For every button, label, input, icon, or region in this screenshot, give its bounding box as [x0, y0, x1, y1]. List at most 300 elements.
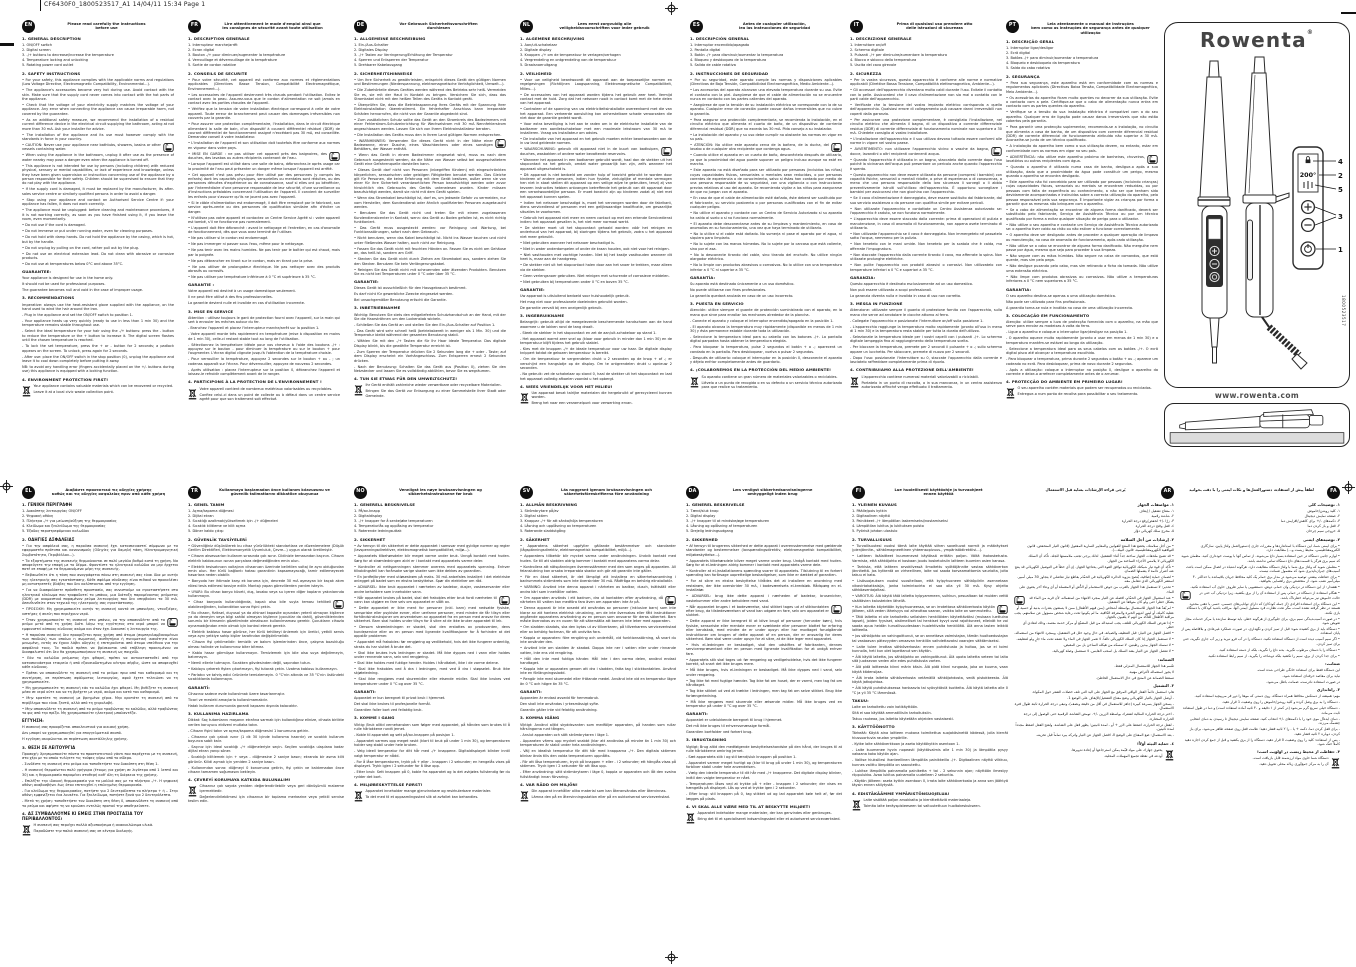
section-title: 1. DESCRIPTION GENERALE: [188, 36, 250, 41]
language-column-fa: [1180, 486, 1340, 958]
section-paragraph: 3. Bouton -/+ pour diminuer/augmenter la température: [188, 53, 286, 58]
column-heading-line: les consignes de sécurité avant toute utilisation: [222, 26, 323, 31]
column-heading: [205, 20, 340, 31]
section-paragraph: • Non staccate l'apparecchio dalla corrente tirando il cavo, ma afferrate la spina. Non utilizzate prolunghe elettriche.: [850, 252, 1002, 262]
column-header: [22, 486, 178, 499]
crop-mark-left-bar: [0, 43, 14, 46]
section-title: 1. GENERELL BESKRIVELSE: [354, 502, 416, 507]
section-paragraph: • Parlatıcı ve tahriş edici ürünlerle temizlemeyin. 0 °C'nin altında ve 35 °C'nin üstündeki sıcaklıklarda kullanmayın.: [188, 673, 344, 682]
section-body: [188, 316, 340, 377]
section-body: [520, 78, 672, 284]
section-paragraph: • لا تمسك الجهاز بيدين رطبتين. لا تمسكه من هيكله الساخن بل من المقبض.: [1062, 643, 1174, 648]
section-paragraph: • Ne pas tenir avec les mains humides. Ne pas tenir par le boîtier qui est chaud, mais par la poignée.: [188, 248, 340, 257]
section-paragraph: Η συσκευή σας περιέχει πολλά αξιοποιήσιμα ή ανακυκλώσιμα υλικά.: [33, 823, 154, 828]
section-paragraph: Non può essere utilizzato a scopi professionali.: [850, 287, 933, 292]
section-paragraph: 4. Sperren und Entsperren der Temperatur: [354, 58, 429, 63]
section-paragraph: • Do not use if the cord is damaged.: [22, 223, 86, 228]
section-paragraph: - För att låsa temperaturen, tryck på knappen + eller - i 2 sekunder; ett hänglås visas på skärmen. Tryck igen i 2 sekunder för att låsa upp.: [520, 759, 676, 769]
section-title: 1. ALGEMENE BESCHRIJVING: [520, 36, 585, 41]
section-paragraph: Questo apparecchio è destinato esclusivamente ad un uso domestico.: [850, 281, 973, 286]
column-heading-line: Kullanmaya başlamadan önce kullanım kılavuzunu ve: [219, 487, 330, 492]
section-paragraph: 4. Temperature locking and unlocking: [22, 58, 88, 63]
section-title: 2. GÜVENLİK TAVSİYELERİ: [188, 536, 247, 542]
section-paragraph: Your appliance contains valuable materials which can be recovered or recycled.: [33, 383, 174, 388]
section-title: 1. DESCRIPCIÓN GENERAL: [690, 36, 750, 41]
section-paragraph: - Sıcaklığı kilitlemek için + veya - düğmesine 2 saniye basın; ekranda bir asma kilit görünür. Kilidi açmak için yeniden 2 saniye basın.: [188, 755, 344, 764]
section-body: [1180, 756, 1340, 766]
section-paragraph: 3. -/+ knapper til at mindske/øge temperaturen: [686, 519, 770, 524]
column-heading-line: Lees eerst zorgvuldig alle: [577, 21, 632, 26]
section-paragraph: • Das Gerät muss ausgesteckt werden: vor Reinigung und Wartung, bei Funktionsstörungen, sofort nach dem Gebrauch.: [354, 225, 506, 235]
svg-text:1: 1: [1338, 246, 1343, 254]
section-paragraph: Portatelo in un punto di raccolta, o in sua mancanza, in un centro assistenza autorizzato affinché venga effettuato il trattamento.: [861, 380, 1002, 389]
section-paragraph: ٣- زرّا -/+ لخفض/رفع درجة الحرارة: [1121, 519, 1174, 524]
weee-bin-icon: [1006, 387, 1015, 399]
section-paragraph: • De stekker moet uit het stopcontact gehaald worden: vóór het reinigen en onderhoud van het apparaat, bij storingen tijdens het gebruik, zodra u het apparaat niet meer gebruikt.: [520, 225, 672, 239]
column-header: [1014, 486, 1174, 499]
section-paragraph: ۱- کلید روشن/خاموش: [1307, 509, 1340, 514]
language-column-it: [850, 20, 1002, 470]
section-paragraph: • Asegúrese de que la tensión de su instalación eléctrica se corresponde con la de su aparato. Cualquier error de conexión puede causar daños irreversibles que no cubre la garantía.: [690, 103, 842, 116]
section-title: ۲. توصیه‌های ایمنی: [1303, 536, 1340, 542]
section-paragraph: • Elektrik kablosu hasar görürse, her türlü tehlikeyi önlemek için üretici, yetkili servis veya aynı yetkiye sahip kişiler tarafından değiştirilmelidir.: [188, 629, 344, 639]
section-paragraph: • Para asegurar una protección complementaria, se recomienda la instalación, en el circuito eléctrico que alimenta el cuarto de baño, de un dispositivo de corriente diferencial residual (DDR) que no exceda los 30 mA. Pida consejo a su instalador.: [690, 117, 842, 131]
section-paragraph: • Apparatens tillbehör blir mycket varma under användningen. Undvik kontakt med huden. Se till att sladden aldrig kommer i kontakt med apparatens varma delar.: [520, 554, 676, 563]
column-heading-line: durchlesen: [427, 26, 450, 31]
section-title: 3. COLOCAÇÃO EM FUNCIONAMENTO: [1006, 312, 1090, 318]
section-paragraph: 4. Vergrendeling en ontgrendeling van de temperatuur: [520, 58, 617, 63]
section-paragraph: A garantia torna-se nula e inválida no caso de uma utilização incorrecta.: [1006, 305, 1134, 310]
section-paragraph: • لم يُعدّ هذا الجهاز للاستعمال بواسطة أشخاص (بمن فيهم الأطفال) ممن لا يتمتعون بقدرات بدنية أو حسية أو عقلية كاملة، أو ليس لديهم الخبرة والمعرفة الكافية، ما لم يكونوا تحت رعاية شخص مسؤول عن سلامتهم. يجب مراقبة الأطفال للتأكد من أنهم لا يلعبون بالجهاز.: [1014, 606, 1174, 620]
section-paragraph: Δεν μπορεί να χρησιμοποιηθεί για επαγγελματικό σκοπό.: [22, 731, 122, 736]
section-paragraph: 1. På/av-knapp: [354, 509, 380, 514]
section-paragraph: Votre appareil contient de nombreux matériaux valorisables ou recyclables.: [199, 386, 333, 391]
section-paragraph: • Skal ikke holdes med fuktige hender. Holdes i håndtaket, ikke i de varme delene.: [354, 661, 500, 666]
section-paragraph: 3. -/+ buttons to decrease/increase the temperature: [22, 53, 114, 58]
section-paragraph: • MISE EN GARDE : ne pas utiliser cet appareil près des baignoires, des douches, des lavabos ou autres récipients contenant de l'eau.: [188, 152, 340, 161]
bath-warning-icon: [329, 152, 340, 161]
section-paragraph: • Nemli ellerle tutmayın. Sıcakken gövdesinden değil, sapından tutun.: [188, 661, 311, 666]
section-paragraph: It should not be used for professional purposes.: [22, 282, 106, 287]
section-paragraph: 5. Roterende ledningsuttak: [354, 529, 402, 534]
section-paragraph: 3. Sıcaklığı azaltmak/yükseltmek için -/+ düğmeleri: [188, 519, 279, 524]
section-paragraph: - Seleccione a temperatura ideal para os seus cabelos com os botões -/+. O ecrã digital pisca até alcançar a temperatura escolhida.: [1006, 346, 1158, 356]
weee-bin-icon: [1331, 757, 1340, 769]
section-paragraph: - Velg ideell temperatur for ditt hår med -/+ knappene. Digitaldisplayet blinker inntil valgt temperatur er nådd.: [354, 749, 510, 758]
section-body: [188, 387, 340, 402]
section-paragraph: • ADVARSEL: brug ikke dette apparat i nærheden af badekar, brusenicher, vaskekummer eller andre beholdere med vand.: [686, 594, 842, 603]
section-paragraph: Değerlendirilebilmesi için cihazınızı bir toplama merkezine veya yetkili servise teslim edin.: [188, 794, 344, 804]
language-badge: FA: [1327, 486, 1340, 499]
section-body: [520, 723, 676, 779]
section-paragraph: - Zum Sperren der Temperatur drücken Sie 2 Sekunden lang die + oder - Taste; auf dem Display erscheint ein Vorhängeschloss. Zum Entsperren erneut 2 Sekunden drücken.: [354, 349, 506, 363]
section-body: [354, 313, 506, 374]
section-paragraph: Dikkat: Saç tutamlarını maşanın etrafına sarmak için kullandığınız elinize, cihazla birlikte verilen koruyucu eldiveni mutlaka takın.: [188, 718, 344, 727]
section-paragraph: - Efter användning: sätt strömbrytaren i läge 0, koppla ur apparaten och låt den svalna fullständigt innan förvaring.: [520, 770, 676, 779]
section-paragraph: • قد تصبح ملحقات الجهاز ساخنة جداً أثناء التشغيل، لذلك يرجى تجنب ملامستها للجلد. تأكد أن السلك الكهربائي لا يلامس الأجزاء الساخنة من الجهاز.: [1028, 554, 1174, 563]
section-paragraph: Det skal ikke brukes til profesjonelle formål.: [354, 702, 431, 707]
section-paragraph: • Non tenetelo con le mani umide. Non tenetelo per la scatola che è calda, ma afferrate l'impugnatura.: [850, 242, 1002, 251]
section-paragraph: Laite sisältää paljon arvokkaita ja kierrätettäviä materiaaleja.: [863, 797, 972, 802]
section-paragraph: Det må ikke bruges til erhvervsmæssige formål.: [686, 724, 771, 729]
section-paragraph: • Apparatet må frakobles: før rengjøring og vedlikehold, hvis det ikke fungerer ordentlig, straks du har sluttet å bruke det.: [354, 640, 510, 649]
section-title: GARANTI:: [520, 689, 542, 695]
section-paragraph: • Este aparelho não foi concebido para ser utilizado por pessoas (incluindo crianças) cujas capacidades físicas, sensoriais ou mentais se encontram reduzidas, ou por pessoas com falta de experiência ou conhecimento, a não ser que tenham sido devidamente acompanhadas e instruídas sobre a correcta utilização do aparelho, pela pessoa responsável pela sua segurança. É importante vigiar as crianças por forma a garantir que as mesmas não brinquem com o aparelho.: [1006, 180, 1158, 207]
section-paragraph: - After use: place the ON/OFF switch in the stop position (0), unplug the appliance and leave it to cool down completely before putting it away.: [22, 354, 174, 363]
bath-warning-icon: [1147, 155, 1158, 164]
section-paragraph: Ihr Gerät enthält zahlreiche wieder verwertbare oder recycelbare Materialien.: [365, 383, 502, 388]
section-paragraph: Viktigt: Använd alltid skyddsvanten som medföljer apparaten, på handen som rullar hårslingorna runt tången.: [520, 722, 676, 731]
section-paragraph: - اختر درجة الحرارة المثالية لشعرك بواسطة الزرين -/+. تومض الشاشة الرقمية حتى الوصول إلى درجة الحرارة المختارة.: [1023, 712, 1174, 721]
column-heading: [707, 20, 842, 31]
section-paragraph: 1. Interruptor encendido/apagado: [690, 43, 750, 48]
section-paragraph: • Av hensyn til din sikkerhet er dette apparatet i samsvar med gyldige normer og regler (lavspenningsdirektiver, elektromagnetisk kompatibilitet, miljø...).: [354, 543, 510, 553]
section-paragraph: • لوازم جانبی دستگاه در حین استفاده بسیار داغ می‌شوند. از تماس آنها با پوست خودداری کنید. مطمئن شوید که سیم برق هرگز با قسمت‌های داغ دستگاه تماس نداشته باشد.: [1181, 554, 1340, 563]
section-paragraph: • Om sladden skadats, ska den bytas ut av tillverkaren, på tillverkarens serviceverkstad eller av behörig fackman, för att undvika fara.: [520, 625, 676, 634]
section-paragraph: 2. Ψηφιακή οθόνη: [22, 514, 54, 519]
section-paragraph: • No lo sujete con las manos húmedas. No lo sujete por la carcasa que está caliente, sino por el asa.: [690, 242, 842, 251]
section-paragraph: Παραδώστε την παλιά συσκευή σας σε κέντρο διαλογής.: [33, 829, 134, 834]
section-paragraph: • Vérifiez que la tension de votre installation électrique correspond à celle de votre appareil. Toute erreur de branchement peut causer des dommages irréversibles non couverts par la garantie.: [188, 107, 340, 121]
section-paragraph: • این دستگاه برای استفاده افرادی (از جمله کودکان) که دارای توانایی‌های جسمی، حسی یا ذهنی محدود هستند در نظر گرفته نشده است، مگر تحت نظارت فرد مسئول ایمنی آنها. مراقب باشید کودکان با دستگاه بازی نکنند.: [1186, 601, 1340, 615]
section-paragraph: • Este aparato no está diseñado para ser utilizado por personas (incluidos los niños) cuyas capacidades físicas, sensoriales o mentales sean reducidas, o por personas carentes de experiencia o de conocimiento, salvo si éstas han contado por medio de una persona responsable de su seguridad, con una vigilancia o con instrucciones previas relativas al uso del aparato. Se recomienda vigilar a los niños para asegurarse de que no juegan con el aparato.: [690, 168, 842, 195]
section-title: GARANZIA:: [850, 274, 876, 280]
column-heading-line: Please read carefully the instructions: [67, 21, 146, 26]
section-paragraph: • Fassen Sie das Gerät nicht mit feuchten Händen an. Fassen Sie es nicht am Gehäuse an, das heiß ist, sondern am Griff.: [354, 246, 506, 256]
language-badge: IT: [850, 20, 863, 33]
language-column-es: [690, 20, 842, 470]
section-paragraph: Apparatet er kun beregnet til privat bruk i hjemmet.: [354, 696, 446, 701]
section-paragraph: • برای ایمنی شما، این دستگاه با استانداردها و مقررات جاری (دستورالعمل ولتاژ پایین، سازگاری الکترومغناطیسی، محیط زیست و...) مطابقت دارد.: [1200, 543, 1340, 553]
column-heading-line: Læs venligst sikkerhedsanvisningerne: [732, 487, 813, 492]
section-paragraph: • Για την ασφάλειά σας, η παρούσα συσκευή έχει κατασκευαστεί σύμφωνα με τα εφαρμοστέα πρότυπα και κανονισμούς (Οδηγίες για Χαμηλή τάση, Ηλεκτρομαγνητική Συμβατότητα, Περιβάλλον...).: [22, 543, 178, 557]
section-paragraph: Bei unsachgemäßer Benutzung erlischt die Garantie.: [354, 298, 447, 303]
section-paragraph: • Denna apparat är inte avsedd att användas av personer (inklusive barn) som inte klarar av att hantera elektrisk utrustning, om de inte övervakas eller fått instruktioner angående apparatens användning av en person som ansvarar för deras säkerhet. Barn måste övervakas av en vuxen för att säkerställa att barnen inte leker med apparaten.: [520, 606, 676, 624]
section-paragraph: Laite on tarkoitettu vain kotikäyttöön.: [852, 705, 919, 710]
section-title: 4. ΑΣ ΣΥΜΒΑΛΛΟΥΜΕ ΚΙ ΕΜΕΙΣ ΣΤΗΝ ΠΡΟΣΤΑΣΙΑ ΤΟΥ ΠΕΡΙΒΑΛΛΟΝΤΟΣ!: [22, 811, 144, 821]
section-paragraph: • If the supply cord is damaged, it must be replaced by the manufacturer, its after-sales service centre or similarly qualified persons in order to avoid a danger.: [22, 187, 174, 196]
section-body: [1006, 81, 1158, 284]
column-heading: [869, 486, 1008, 497]
section-paragraph: • Não segure com as mãos húmidas. Não segure na caixa de comandos, que está quente, mas sim pela pega.: [1006, 254, 1158, 263]
section-paragraph: 1. Päälle/pois kytkin: [852, 509, 887, 514]
section-title: ۳. راه‌اندازی: [1316, 687, 1340, 693]
section-paragraph: آن را به مرکز جمع‌آوری زباله محلی تحویل دهید.: [1259, 762, 1329, 767]
section-paragraph: • Não utilize se o cabo se encontrar de alguma forma danificado. Não mergulhe nem passe por água, mesmo que seja para proceder à sua limpeza.: [1006, 243, 1158, 253]
section-paragraph: • Apparatens säkerhet uppfyller gällande bestämmelser och standarder (lågspänningsdirektiv, elektromagnetisk kompatibilitet, miljö...).: [520, 543, 676, 553]
section-title: TAKUU:: [852, 697, 869, 703]
section-paragraph: • Reinigen Sie das Gerät nicht mit scheuernden oder ätzenden Produkten. Benutzen Sie es nicht bei Temperaturen unter 0 °C oder über 35 °C.: [354, 267, 506, 276]
section-title: GUARANTEE:: [22, 269, 52, 275]
column-heading-line: before use: [95, 26, 118, 31]
section-paragraph: • Dersom strømledningen er skadet, skal den erstattes av produsenten, dens kundeservice eller av en person med lignende kvalifikasjoner for å forhindre at det oppstår problemer.: [354, 625, 510, 639]
section-paragraph: • Τα εξαρτήματα της συσκευής θερμαίνονται σε πολύ μεγάλο βαθμό κατά τη χρήση. Να αποφεύγετε την επαφή με το δέρμα. Φροντίστε το ηλεκτρικό καλώδιο να μην έρχεται ποτέ σε επαφή με τα θερμαινόμενα μέρη της συσκευής.: [22, 558, 178, 572]
section-paragraph: • هنگام استفاده از دستگاه در حمام، پس از استفاده آن را از برق بکشید، زیرا نزدیکی آب حتی در حالت خاموش نیز می‌تواند خطرناک باشد.: [1180, 591, 1340, 600]
section-title: 3. INGEBRUIKNAME: [520, 313, 565, 319]
section-paragraph: 2. Digital screen: [22, 48, 51, 53]
section-body: [1014, 544, 1174, 654]
section-title: GARANTIE:: [520, 286, 545, 292]
section-paragraph: 2. Ecran digital: [188, 48, 215, 53]
section-body: [520, 391, 672, 406]
section-title: 4. VI SKAL ALLE VÆRE MED TIL AT BESKYTTE MILJØET!: [686, 803, 811, 809]
section-paragraph: • Per la vostra sicurezza, questo apparecchio è conforme alle norme e normative applicabili (Direttive Bassa Tensione, Compatibilità elettromagnetica, Ambiente...).: [850, 77, 1002, 87]
section-paragraph: • La instalación del aparato y su uso debe cumplir no obstante las normas en vigor en su país.: [690, 132, 842, 142]
language-column-ar: [1014, 486, 1174, 958]
section-paragraph: • The appliance must be unplugged: before cleaning and maintenance procedures, if it is not working correctly, as soon as you have finished using it, if you leave the room, even momentarily.: [22, 208, 174, 222]
section-paragraph: • برای جدا کردن از برق، سیم را نکشید بلکه دوشاخه را بگیرید. از سیم رابط استفاده نکنید.: [1207, 653, 1340, 658]
column-heading-line: Vennligst les nøye bruksanvisningen og: [399, 487, 482, 492]
section-paragraph: • Cihaz banyoda kullanıldığında, kapalı olsa bile suyla teması tehlikeli olabileceğinden, kullandıktan sonra fişini çekin.: [188, 600, 344, 609]
section-body: [22, 276, 174, 292]
section-paragraph: 4. Sıcaklık kilitleme ve kilit açma: [188, 524, 246, 529]
section-title: 2. SAFETY INSTRUCTIONS: [22, 70, 81, 76]
section-paragraph: • Dieses Gerät darf nicht von Personen (inbegriffen Kindern) mit eingeschränkten körperlichen, sensorischen oder geistigen Fähigkeiten benutzt werden. Das Gleiche gilt für Personen, die keine Erfahrung mit dem Gerät besitzen, außer wenn sie von einer für ihre Sicherheit verantwortlichen Person beaufsichtigt werden oder zuvor hinsichtlich des Gebrauchs des Geräts unterwiesen wurden. Kinder müssen beaufsichtigt werden, damit sie nicht mit dem Gerät spielen.: [354, 168, 506, 195]
section-paragraph: - Selezionate la temperatura ideale per i vostri capelli con i pulsanti -/+. Lo schermo digitale lampeggia fino al raggiungimento della temperatura scelta.: [850, 334, 1002, 344]
section-paragraph: Il ne peut être utilisé à des fins professionnelles.: [188, 295, 273, 300]
section-title: 4. WEES VRIENDELIJK VOOR HET MILIEU!: [520, 383, 613, 389]
section-paragraph: 5. Pyörivä johdon ulostulo: [852, 529, 898, 534]
section-body: [22, 752, 178, 808]
column-heading-line: Διαβάστε προσεκτικά τις οδηγίες χρήσης: [65, 487, 152, 492]
section-paragraph: - Συνδέστε τη συσκευή στο ρεύμα και τοποθετήστε τον διακόπτη στη θέση 1.: [22, 762, 159, 767]
bath-warning-icon: [333, 600, 344, 609]
section-paragraph: • Überprüfen Sie, dass die Betriebsspannung Ihres Geräts mit der Spannung Ihrer Elektroinstallation übereinstimmt. Ein fehlerhafter Anschluss kann irreparable Schäden hervorrufen, die nicht von der Garantie abgedeckt sind.: [354, 103, 506, 116]
website-url: www.rowenta.com: [1214, 391, 1300, 400]
section-paragraph: - Collegate l'apparecchio e posizionate l'interruttore on/off sulla posizione 1.: [850, 318, 984, 323]
section-title: ضمانت:: [1325, 661, 1340, 667]
bath-warning-icon: [1014, 596, 1025, 605]
section-paragraph: • Ne pas immerger ni passer sous l'eau, même pour le nettoyage.: [188, 242, 304, 247]
section-paragraph: - Apparaten värms upp mycket snabbt (klar att användas på mindre än 1 min 30) och temperaturen är stabil under hela användningen.: [520, 738, 676, 748]
section-paragraph: • Rengör inte med skurmedel eller frätande medel. Använd inte vid en temperatur lägre än 0 °C och högre än 35 °C.: [520, 677, 676, 686]
section-paragraph: • Tarkista, että laitteen arvokilvessä ilmoitettu syöttöjännite vastaa sähköverkon jännitettä. Jos kytkentä on virheellinen, laite voi saada korvaamattomia vaurioita, joita takuu ei kata.: [852, 564, 1008, 578]
section-paragraph: 1. Interruptor ligar/desligar: [1006, 46, 1054, 51]
section-paragraph: 3. Botões -/+ para diminuir/aumentar a temperatura: [1006, 56, 1099, 61]
section-paragraph: NB: to avoid any handling error (fingers accidentally placed on the +/- buttons during use) this appliance is equipped with a locking function.: [22, 364, 174, 374]
section-paragraph: • UYARI: Bu cihazı banyo küveti, duş, lavabo veya su içeren diğer kapların yakınlarında kullanmayın.: [188, 589, 344, 599]
section-body: [1006, 320, 1158, 376]
section-paragraph: • Dette apparatet er ikke ment for personer (inkl. barn) med nedsatte fysiske, sensoriske eller psykiske evner, eller uerfarne personer, med mindre de får tilsyn eller forhåndsinstruksjoner om anvendelsen av apparatet fra en person med ansvar for deres sikkerhet. Barn skal holdes under tilsyn for å sikre at de ikke bruker apparatet til lek.: [354, 606, 510, 624]
section-paragraph: 4. Låsning og oplåsning af temperaturen: [686, 524, 758, 529]
section-paragraph: • Wanneer het apparaat in een badkamer gebruikt wordt, haal dan de stekker uit het stopcontact na het gebruik, omdat water gevaarlijk kan zijn, zelfs wanneer het apparaat uitgeschakeld is.: [520, 157, 672, 171]
section-paragraph: • Dette apparat er ikke beregnet til at blive brugt af personer (herunder børn), hvis fysiske, sensoriske eller mentale evner er svækkede eller personer blottet for erfaring eller kendskab, med mindre de er under opsyn eller har modtaget forudgående instruktioner om brugen af dette apparat af en person, der er ansvarlig for deres sikkerhed. Børn skal være under opsyn for at sikre, at de ikke leger med apparatet.: [686, 619, 842, 642]
section-paragraph: • Non utilizzate l'apparecchio e contattate un Centro Assistenza autorizzato se: l'apparecchio è caduto, se non funziona normalmente.: [850, 206, 1002, 216]
section-body: [850, 78, 1002, 272]
section-paragraph: • This appliance is not intended for use by persons (including children) with reduced physical, sensory or mental capabilities, or lack of experience and knowledge, unless they have been given supervision or instruction concerning use of the appliance by a person responsible for their safety. Children should be supervised to ensure that they do not play with the appliance.: [22, 163, 174, 186]
section-body: [852, 731, 1008, 787]
section-paragraph: 1. Interruttore on/off: [850, 43, 886, 48]
section-paragraph: - بعد الاستعمال: ضع المفتاح على الوضع 0، افصل الجهاز عن التيار واتركه يبرد تماماً قبل تخزينه.: [1035, 733, 1174, 738]
section-paragraph: ١- مفتاح تشغيل / إيقاف: [1139, 509, 1174, 514]
section-title: 4. ÇEVREYİ KORUMAYA KATKIDA BULUNALIM!: [188, 777, 291, 783]
section-paragraph: • Älä irrota laitetta sähköverkosta vetämällä sähköjohdosta, vedä pistokkeesta. Älä käytä jatkojohtoa.: [852, 675, 1008, 685]
section-paragraph: La garantie devient nulle et invalide en cas d'utilisation incorrecte.: [188, 301, 306, 306]
section-paragraph: • De accessoires van het apparaat worden tijdens het gebruik zeer heet. Vermijd contact met de huid. Zorg dat het netsnoer nooit in contact komt met de hete delen van het apparaat.: [520, 92, 672, 106]
section-paragraph: Attention : utilisez toujours le gant de protection fourni avec l'appareil, sur la main qui sert à enrouler les mèches autour du fer.: [188, 315, 340, 325]
section-paragraph: • لا تفصل الجهاز عن التيار بشد السلك بل اسحب القابس. لا تستعمل وصلة كهربائية.: [1052, 649, 1174, 654]
section-paragraph: - Steek de stekker in het stopcontact en zet de aan/uit-schakelaar op stand 1.: [520, 330, 657, 335]
product-illustration: [1167, 55, 1347, 383]
section-body: [850, 375, 1002, 390]
section-paragraph: مهم: همیشه از دستکش محافظ همراه دستگاه، روی دستی که موها را دور فر می‌پیچید استفاده کنید.: [1194, 694, 1340, 699]
section-body: [354, 544, 510, 687]
section-paragraph: • L'apparecchio deve essere staccato dalla corrente: prima di operazioni di pulizia e manutenzione, in caso di anomalia di funzionamento, non appena avete terminato di utilizzarlo.: [850, 217, 1002, 230]
section-paragraph: • Controleer of de spanning van uw elektriciteitsinstallatie overeenkomt met die van het apparaat. Een verkeerde aansluiting kan onherstelbare schade veroorzaken die niet door de garantie gedekt wordt.: [520, 107, 672, 121]
section-paragraph: • Niet gebruiken wanneer het netsnoer beschadigd is.: [520, 240, 615, 245]
section-paragraph: • Kun laitetta käytetään kylpyhuoneessa, se on irrotettava sähköverkosta käytön jälkeen, sillä veden läheisyys voi aiheuttaa vaaran, vaikka laite on sammutettu.: [852, 605, 1008, 614]
section-paragraph: • Βεβαιωθείτε ότι η τάση που αναγράφεται πάνω στη συσκευή σας είναι ίδια με αυτήν της ηλεκτρικής σας εγκατάστασης. Κάθε σφάλμα σύνδεσης είναι πιθανό να προκαλέσει μη αντιστρεπτές βλάβες που δεν καλύπτονται από την εγγύηση.: [22, 573, 178, 587]
weee-bin-icon: [520, 392, 529, 404]
bath-warning-icon: [163, 143, 174, 152]
section-paragraph: - Plug in the appliance and set the ON/OFF switch to position 1.: [22, 312, 133, 317]
section-paragraph: • Για να διασφαλίσετε πρόσθετη προστασία, σας συνιστούμε να εγκαταστήσετε στο ηλεκτρικό κύκλωμα που τροφοδοτεί το μπάνιο, μια διάταξη παραμένοντος ρεύματος (DDR) με ονομαστικό παραμένον ρεύμα λειτουργίας που δεν υπερβαίνει τα 30 mA. Απευθυνθείτε στον τεχνικό της ηλεκτρικής σας εγκατάστασης.: [22, 588, 178, 606]
section-paragraph: • Cet appareil n'est pas prévu pour être utilisé par des personnes (y compris les enfants) dont les capacités physiques, sensorielles ou mentales sont réduites, ou des personnes dénuées d'expérience ou de connaissance, sauf si elles ont pu bénéficier, par l'intermédiaire d'une personne responsable de leur sécurité, d'une surveillance ou d'instructions préalables concernant l'utilisation de l'appareil. Il convient de surveiller les enfants pour s'assurer qu'ils ne jouent pas avec l'appareil.: [188, 172, 340, 199]
column-header: [850, 20, 1002, 33]
section-title: 2. SEGURANÇA: [1006, 73, 1040, 79]
section-paragraph: • För en ökad säkerhet, är det lämpligt att installera en säkerhetsanordning i badrummets strömkrets som inte överskrider 30 mA. Rådfråga en behörig elinstallatör.: [520, 575, 676, 584]
section-paragraph: • Banyoda her ihtimale karşı ek koruma için, devrede 30 mA aşmayan bir kaçak akım rölesi tesis edilmesi tavsiye edilir. Montajı yapan görevlilerden yardım isteyin.: [188, 579, 344, 588]
section-paragraph: 1. Strömbrytare på/av: [520, 509, 559, 514]
language-badge: TR: [188, 486, 201, 499]
section-paragraph: • Kabloyu çekerek fişten çıkartmayın, fişi tutarak çekin. Uzatma kablosu kullanmayın.: [188, 667, 338, 672]
language-column-sv: [520, 486, 676, 958]
column-heading: [1014, 486, 1157, 492]
section-paragraph: • Quando l'apparecchio è utilizzato in un bagno, staccatelo dalla corrente dopo l'uso poiché la vicinanza dell'acqua può presentare un pericolo anche quando l'apparecchio è spento.: [850, 157, 1002, 171]
column-heading-line: لطفاً پیش از استفاده، دستورالعمل‌ها و نکات ایمنی را با دقت بخوانید: [1189, 487, 1314, 492]
section-paragraph: Bringen Sie das Gerät zur Entsorgung zu einer Sammelstelle Ihrer Stadt oder Gemeinde.: [365, 389, 506, 398]
section-paragraph: • Die Zubehörteile dieses Gerätes werden während des Betriebs sehr heiß. Vermeiden Sie es, sie mit der Haut in Kontakt zu bringen. Versichern Sie sich, dass das Stromkabel nicht mit den heißen Teilen des Geräts in Kontakt gerät.: [354, 88, 506, 102]
section-paragraph: • Um Ihre Sicherheit zu gewährleisten, entspricht dieses Gerät den gültigen Normen und Bestimmungen (Niederspannung, elektromagnetische Verträglichkeit, Umwelt...).: [354, 77, 506, 87]
bath-warning-icon: [499, 596, 510, 605]
section-paragraph: • Må ikke bruges, hvis el-ledningen er beskadiget. Må ikke dyppes ned i vand, selv under rengøring.: [686, 668, 842, 677]
section-paragraph: • Af hensyn til brugerens sikkerhed er dette apparat i overensstemmelse med gældende standarder og bestemmelser (lavspændingsdirektiv, elektromagnetisk kompatibilitet, miljøbeskyttelse...).: [686, 543, 842, 557]
section-paragraph: Sitä ei saa käyttää ammatillisiin tarkoituksiin.: [852, 711, 932, 716]
section-title: 2. ΟΔΗΓΙΕΣ ΑΣΦΑΛΕΙΑΣ: [22, 536, 75, 542]
section-paragraph: Η συσκευή σας προορίζεται αποκλειστικά για οικιακή χρήση.: [22, 725, 130, 730]
language-badge: PT: [1006, 20, 1019, 33]
section-body: [188, 43, 340, 68]
section-paragraph: Your appliance is designed for use in the home only.: [22, 276, 114, 281]
section-paragraph: 3. -/+ knapper for å senke/øke temperaturen: [354, 519, 433, 524]
section-title: 1. DESCRIÇÃO GERAL: [1006, 38, 1055, 44]
section-title: 3. INBETRIEBNAHME: [354, 305, 401, 311]
section-body: [520, 544, 676, 687]
language-badge: DA: [686, 486, 699, 499]
section-paragraph: • Cihazın aksesuarları kullanım sırasında çok ısınır. Cildinizle temasından kaçının. Cihazın elektrik kablosunun ısınan parçalara değmediğinden emin olun.: [188, 554, 344, 563]
section-paragraph: • No lo desconecte tirando del cable, sino tirando del enchufe. No utilice ningún alargador eléctrico.: [690, 252, 842, 262]
section-paragraph: Es darf nicht für gewerbliche Zwecke eingesetzt werden.: [354, 292, 454, 297]
section-paragraph: Garantien faller bort ved feilaktig bruk.: [354, 708, 423, 713]
section-paragraph: • Do not hold with damp hands. Do not hold the appliance by the casing, which is hot, but by the handle.: [22, 235, 174, 244]
section-paragraph: • Voor uw veiligheid beantwoordt dit apparaat aan de toepasselijke normen en regelgevingen (Richtlijnen Laagspanning, Elektromagnetische Compatibiliteit, Milieu...).: [520, 77, 672, 91]
column-heading: [205, 486, 344, 497]
section-paragraph: - Koble til apparatet og sett på/av-knappen på posisjon 1.: [354, 732, 455, 737]
section-paragraph: • Wenn das Stromkabel beschädigt ist, darf es, um jedwede Gefahr zu vermeiden, nur vom Hersteller, dem Kundendienst oder ähnlich qualifizierten Personen ausgetauscht werden.: [354, 196, 506, 210]
section-paragraph: • Hvis el-ledningen er beskadiget, skal den udskiftes af fabrikanten, dennes servicerepræsentant eller en person med lignende kvalifikation for at undgå enhver fare.: [686, 643, 842, 656]
section-paragraph: • Não desligue puxando pelo cabo, mas sim retirando a ficha da tomada. Não utilize uma extensão eléctrica.: [1006, 264, 1158, 273]
section-paragraph: 5. Drehbarer Kabelausgang: [354, 63, 403, 68]
section-paragraph: - Your appliance heats up very quickly (ready to use in less than 1 min 30) and the temperature remains stable throughout use.: [22, 318, 174, 328]
section-paragraph: • Indien het netsnoer beschadigd is, moet het vervangen worden door de fabrikant, diens servicedienst of personen met een gelijkwaardige kwalificatie, om gevaarlijke situaties te voorkomen.: [520, 200, 672, 214]
section-paragraph: 3. Pulsanti -/+ per diminuire/aumentare la temperatura: [850, 53, 948, 58]
section-paragraph: - Επιλέξτε την ιδανική θερμοκρασία για τα μαλλιά σας με τα πλήκτρα -/+. Η ψηφιακή οθόνη αναβοσβήνει έως ότου επιτευχθεί η επιλεγμένη θερμοκρασία.: [22, 778, 178, 787]
section-paragraph: • Gli accessori dell'apparecchio diventano molto caldi durante l'uso. Evitate il contatto con la pelle. Assicuratevi che il cavo d'alimentazione non sia mai a contatto con le parti calde dell'apparecchio.: [850, 88, 1002, 102]
section-paragraph: 2. Digitales Display: [354, 48, 388, 53]
section-paragraph: 3. -/+ Tasten zur Verringerung/Erhöhung der Temperatur: [354, 53, 453, 58]
section-paragraph: • Älä käytä laitetta, jos sähköjohto on vahingoittunut. Älä upota laitetta veteen tai laita sitä juoksevan veden alle edes puhdistusta varten.: [852, 655, 1008, 664]
section-paragraph: 3. Knoppen -/+ om de temperatuur te verlagen/verhogen: [520, 53, 621, 58]
weee-bin-icon: [354, 384, 363, 396]
column-heading-line: καθώς και τις οδηγίες ασφαλείας πριν από κάθε χρήση: [51, 492, 166, 497]
weee-bin-icon: [22, 385, 31, 397]
section-body: [1180, 668, 1340, 684]
section-paragraph: • ADVARSEL: Ikke bruk apparatet i nærheten av badekar, dusjer, vaskeservanter eller andre beholdere som inneholder vann.: [354, 585, 510, 594]
section-paragraph: - Na gebruik: zet de schakelaar op stand 0, haal de stekker uit het stopcontact en laat het apparaat volledig afkoelen voordat u het opbergt.: [520, 372, 672, 381]
section-paragraph: 1. Açma/kapama düğmesi: [188, 509, 234, 514]
section-paragraph: • Non pulite l'apparecchio con prodotti abrasivi o corrosivi. Non utilizzatelo con temperature inferiori a 0 °C e superiori a 35 °C.: [850, 263, 1002, 272]
section-paragraph: - Después de utilizarlo: coloque el interruptor en la posición 0, desconecte el aparato y déjelo enfriar completamente antes de guardarlo.: [690, 355, 842, 365]
section-paragraph: • Laitteen lisälaitteet kuumenevat käytössä erittäin paljon. Vältä ihokosketusta. Varmista, että sähköjohto ei koskaan joudu kosketuksiin laitteen kuumien osien kanssa.: [852, 554, 1008, 563]
weee-bin-icon: [1165, 749, 1174, 761]
section-paragraph: - Votre appareil monte très rapidement en température (mise à disposition en moins de 1 min 30), celle-ci restant stable tout au long de l'utilisation.: [188, 332, 340, 341]
section-paragraph: • En caso de que el cable de alimentación esté dañado, éste deberá ser sustituido por el fabricante, su servicio postventa o por personas cualificadas con el fin de evitar cualquier peligro.: [690, 196, 842, 210]
section-title: 4. TUN SIE ETWAS FÜR DEN UMWELTSCHUTZ!: [354, 376, 458, 382]
section-body: [1014, 664, 1174, 680]
section-paragraph: • Lorsque l'appareil est utilisé dans une salle de bains, débranchez-le après usage car la proximité de l'eau peut présenter un danger même lorsque l'appareil est arrêté.: [188, 162, 340, 171]
bath-warning-icon: [495, 139, 506, 148]
weee-bin-icon: [690, 376, 699, 388]
section-paragraph: O seu aparelho contém materiais que podem ser recuperados ou reciclados.: [1017, 386, 1152, 391]
section-paragraph: • Los accesorios del aparato alcanzan una elevada temperatura durante su uso. Evite el contacto con la piel. Asegúrese de que el cable de alimentación no se encuentre nunca en contacto con las partes calientes del aparato.: [690, 88, 842, 102]
section-paragraph: • AVVERTIMENTO: non utilizzare l'apparecchio vicino a vasche da bagno, docce, lavandini o altri recipienti contenenti acqua.: [850, 147, 1002, 156]
section-paragraph: • Apparatets tilbehørsdeler blir meget varme under bruk. Unngå kontakt med huden. Sørg for at strømledningen aldri er i kontakt med apparatets varme deler.: [354, 554, 510, 563]
section-paragraph: • Älä pidä laitteesta kiinni märin käsin. Älä pidä kiinni rungosta, joka on kuuma, vaan käytä kädensijaa.: [852, 665, 1008, 674]
column-header: [1180, 486, 1340, 499]
section-paragraph: • Når apparatet brukes på badet, skal det frakobles etter bruk fordi nærheten til vann kan utgjøre en fare selv om apparatet er slått av.: [354, 596, 510, 605]
section-paragraph: - Para bloquear la temperatura, pulse 2 segundos el botón + o -; aparecerá un candado en la pantalla. Para desbloquear, vuelva a pulsar 2 segundos.: [690, 345, 842, 354]
section-paragraph: - Seleccione la temperatura ideal para su cabello con los botones -/+. La pantalla digital parpadea hasta obtener la temperatura elegida.: [690, 334, 842, 344]
section-paragraph: • WAARSCHUWING: gebruik dit apparaat niet in de buurt van badkuipen, douches, wasbakken of andere water bevattende reservoirs.: [520, 147, 672, 156]
section-paragraph: O seu aparelho destina-se apenas a uma utilização doméstica.: [1006, 293, 1116, 298]
section-paragraph: • Kablo hasar görmüşse kullanmayın. Temizlemek için bile olsa suya değdirmeyin, batırmayın.: [188, 650, 344, 660]
section-title: 1. ΓΕΝΙΚΗ ΠΕΡΙΓΡΑΦΗ: [22, 502, 73, 507]
section-title: 1. DESCRIZIONE GENERALE: [850, 36, 912, 41]
section-paragraph: - Käytön jälkeen: aseta kytkin asentoon 0, irrota laite sähköverkosta ja anna sen jäähtyä täysin ennen säilytystä.: [852, 778, 1008, 788]
section-paragraph: أودعه في نقطة تجميع المهملات المحلية.: [1103, 753, 1163, 758]
section-paragraph: • Pour assurer une protection complémentaire, l'installation, dans le circuit électrique alimentant la salle de bain, d'un dispositif à courant différentiel résiduel (DDR) de courant différentiel de fonctionnement assigné n'excédant pas 30 mA, est conseillée. Demandez conseil à votre installateur.: [188, 122, 340, 140]
column-heading: [867, 20, 1002, 31]
section-paragraph: - Sæt apparatets stik i og stil tænd/sluk knappen på position 1.: [686, 754, 797, 759]
section-body: [354, 78, 506, 277]
language-column-de: [354, 20, 506, 470]
section-paragraph: • Os acessórios do aparelho ficam muito quentes no decorrer da sua utilização. Evite o contacto com a pele. Certifique-se que o cabo de alimentação nunca entra em contacto com as partes quentes do aparelho.: [1006, 95, 1158, 109]
section-title: 3. IBRUGTAGNING: [686, 737, 727, 743]
section-paragraph: • Non utilizzate l'apparecchio se il cavo è danneggiato. Non immergetelo né passatelo sotto l'acqua, nemmeno per la pulizia.: [850, 231, 1002, 241]
column-heading-line: Vor Gebrauch Sicherheitsvorschriften: [399, 21, 478, 26]
section-body: [520, 789, 676, 799]
section-paragraph: Uw apparaat bevat talrijke materialen die hergebruikt of gerecycleerd kunnen worden.: [531, 390, 672, 400]
section-paragraph: Din apparat innehåller olika material som kan återanvändas eller återvinnas.: [531, 788, 667, 793]
section-paragraph: • Må ikke rengøres med skurende eller ætsende midler. Må ikke bruges ved en temperatur på under 0 °C og over 35 °C.: [686, 699, 842, 708]
section-paragraph: • Lisäsuojauksen vuoksi suositellaan, että kylpyhuoneen sähköpiiriin asennetaan vikavirtakatkaisija, jonka toimintavirta ei saa olla yli 30 mA. Kysy ohjeita sähköasentajaltasi.: [852, 579, 1008, 593]
section-body: [690, 375, 842, 390]
section-paragraph: - Após a utilização: coloque o interruptor na posição 0, desligue o aparelho da corrente e deixe-o arrefecer completamente antes de o arrumar.: [1006, 367, 1158, 376]
section-paragraph: De garantie vervalt bij een oneigenlijk gebruik.: [520, 305, 603, 310]
registration-mark-left: [0, 480, 13, 493]
section-paragraph: • Si le câble d'alimentation est endommagé, il doit être remplacé par le fabricant, son service après-vente ou des personnes de qualification similaire afin d'éviter un danger.: [188, 200, 340, 214]
section-paragraph: • دستگاه را با دستان مرطوب نگیرید. بدنه داغ را نگیرید، بلکه از دسته استفاده کنید.: [1218, 647, 1340, 652]
